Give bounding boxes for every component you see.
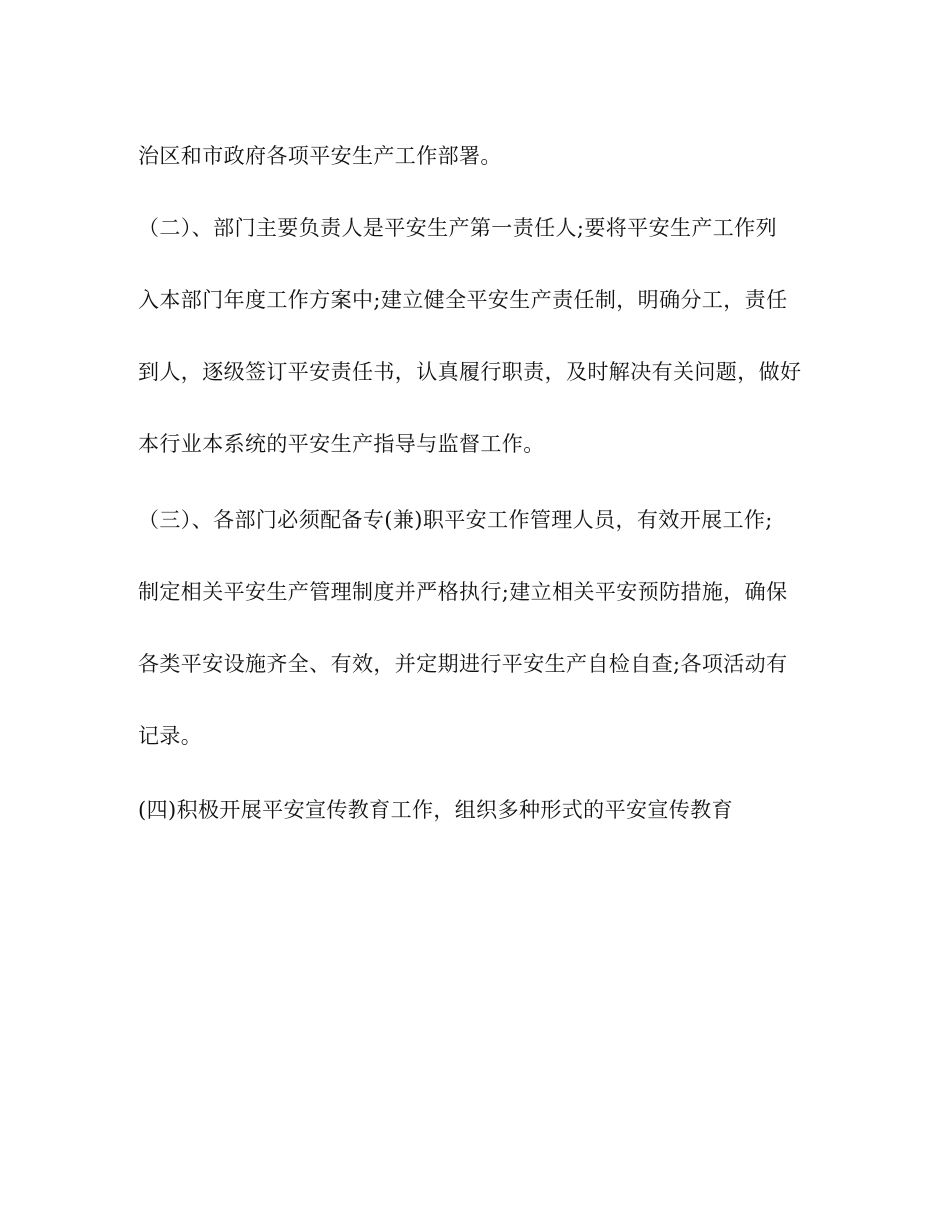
- text-line-10: (四)积极开展平安宣传教育工作，组织多种形式的平安宣传教育: [138, 798, 733, 822]
- text-line-4: 到人，逐级签订平安责任书，认真履行职责，及时解决有关问题，做好: [138, 360, 802, 384]
- text-line-5: 本行业本系统的平安生产指导与监督工作。: [138, 432, 545, 456]
- text-line-8: 各类平安设施齐全、有效，并定期进行平安生产自检自查;各项活动有: [138, 652, 788, 676]
- text-line-7: 制定相关平安生产管理制度并严格执行;建立相关平安预防措施，确保: [138, 580, 788, 604]
- text-line-1: 治区和市政府各项平安生产工作部署。: [138, 144, 502, 168]
- text-line-3: 入本部门年度工作方案中;建立健全平安生产责任制，明确分工，责任: [138, 288, 788, 312]
- text-line-9: 记录。: [138, 724, 203, 748]
- text-line-6: （三）、各部门必须配备专(兼)职平安工作管理人员，有效开展工作;: [138, 508, 773, 532]
- text-line-2: （二）、部门主要负责人是平安生产第一责任人;要将平安生产工作列: [138, 216, 777, 240]
